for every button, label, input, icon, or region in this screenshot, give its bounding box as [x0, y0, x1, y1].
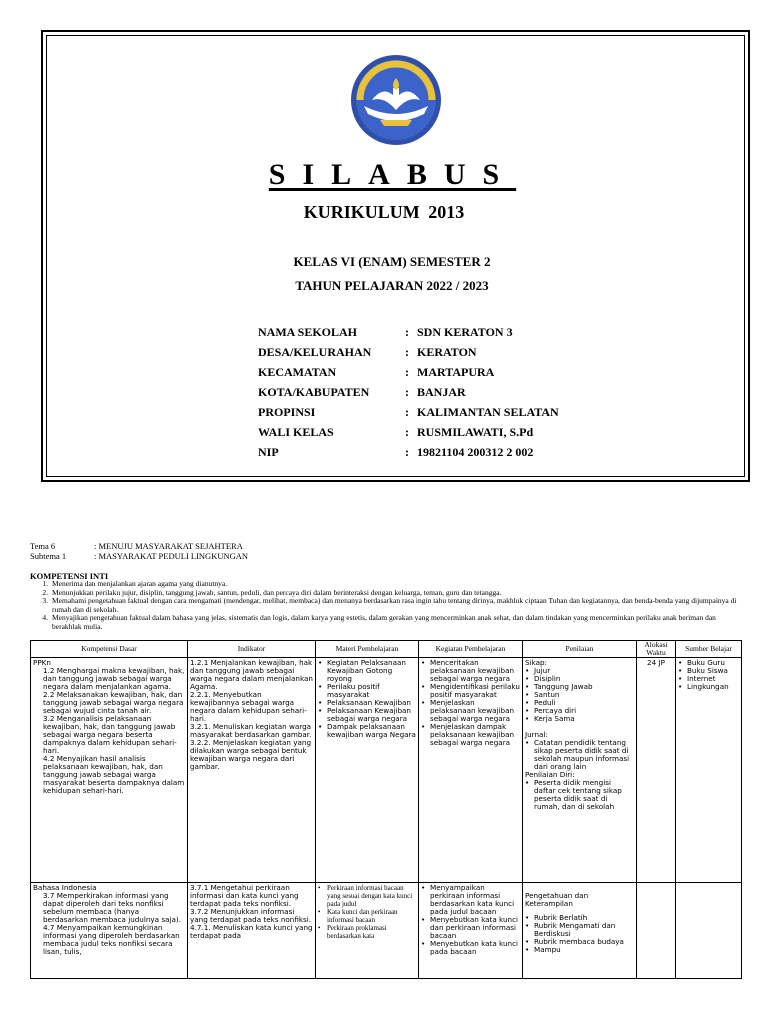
bullet-icon: •: [525, 945, 530, 954]
penilaian-cell: [523, 883, 637, 979]
kegiatan-text: Menjelaskan pelaksanaan kewajiban sebagai warga negara: [430, 698, 515, 723]
kegiatan-item: [421, 723, 520, 747]
materi-item: [318, 884, 416, 908]
alokasi-cell: [637, 883, 676, 979]
kd-item: 4.7 Menyampaikan kemungkinan informasi yang diperoleh berdasarkan membaca judul teks nonfiksi secara lisan, tulis,: [43, 923, 180, 956]
ki-number: 3.: [42, 596, 48, 605]
info-row-province: [258, 405, 559, 425]
sikap-item: [525, 715, 634, 723]
col-header: Kegiatan Pembelajaran: [419, 641, 523, 658]
penilaian-diri-item: [525, 779, 634, 811]
bullet-icon: •: [318, 698, 323, 707]
kd-item: 1.2 Menghargai makna kewajiban, hak, dan tanggung jawab sebagai warga negara dalam menjalankan agama.: [43, 666, 185, 691]
bullet-icon: •: [678, 674, 683, 683]
materi-text: Kata kunci dan perkiraan informasi bacaan: [327, 908, 398, 924]
info-row-nip: [258, 445, 559, 465]
materi-text: Perilaku positif masyarakat: [327, 682, 380, 699]
materi-cell: [316, 883, 419, 979]
info-colon: :: [405, 365, 409, 379]
col-header: Materi Pembelajaran: [316, 641, 419, 658]
indikator-item: 3.2.2. Menjelaskan kegiatan yang dilakukan warga sebagai bentuk kewajiban warga negara dari gambar.: [190, 738, 312, 771]
sumber-item: [678, 683, 739, 691]
kegiatan-text: Menyebutkan kata kunci dan perkiraan informasi bacaan: [430, 915, 519, 940]
subtema-label: Subtema 1: [30, 551, 67, 561]
materi-cell: [316, 658, 419, 883]
info-colon: :: [405, 425, 409, 439]
info-label: DESA/KELURAHAN: [258, 345, 372, 359]
kegiatan-text: Mengidentifikasi perilaku positif masyarakat: [430, 682, 520, 699]
bullet-icon: •: [678, 682, 683, 691]
ki-text: Menunjukkan perilaku jujur, disiplin, tanggung jawab, santun, peduli, dan percaya diri dalam berinteraksi dengan keluarga, teman, guru dan tetangga.: [52, 587, 502, 597]
alokasi-value: 24 JP: [647, 658, 665, 667]
materi-text: Pelaksanaan Kewajiban sebagai warga negara: [327, 706, 411, 723]
indikator-item: 1.2.1 Menjalankan kewajiban, hak dan tanggung jawab sebagai warga negara dalam menjalankan Agama.: [190, 658, 313, 691]
sumber-cell: [676, 658, 742, 883]
rubrik-text: Rubrik membaca budaya: [534, 937, 624, 946]
indikator-cell: [188, 883, 316, 979]
rubrik-item: [525, 922, 634, 938]
sumber-text: Buku Guru: [687, 658, 725, 667]
materi-item: [318, 683, 416, 699]
col-header: Penilaian: [523, 641, 637, 658]
sikap-text: Percaya diri: [534, 706, 577, 715]
kd-cell: [31, 658, 188, 883]
info-value: SDN KERATON 3: [417, 325, 513, 339]
penilaian-diri-label: Penilaian Diri:: [525, 770, 575, 779]
rubrik-text: Mampu: [534, 945, 561, 954]
info-colon: :: [405, 345, 409, 359]
ki-text: Menerima dan menjalankan ajaran agama yang dianutnya.: [52, 579, 228, 588]
kegiatan-item: [421, 884, 520, 916]
info-label: WALI KELAS: [258, 425, 334, 439]
kegiatan-item: [421, 916, 520, 940]
kegiatan-cell: [419, 658, 523, 883]
kd-item: 2.2 Melaksanakan kewajiban, hak, dan tanggung jawab sebagai warga negara sebagai wujud cinta tanah air.: [43, 690, 184, 715]
info-row-homeroom: [258, 425, 559, 445]
academic-year-line: TAHUN PELAJARAN 2022 / 2023: [295, 278, 489, 293]
bullet-icon: •: [318, 706, 323, 715]
subject-name: PPKn: [33, 658, 51, 667]
info-value: RUSMILAWATI, S.Pd: [417, 425, 534, 439]
bullet-icon: •: [421, 939, 426, 948]
col-header: Kompetensi Dasar: [31, 641, 188, 658]
col-header: Indikator: [188, 641, 316, 658]
indikator-item: 3.7.2 Menunjukkan informasi yang terdapat pada teks nonfiksi.: [190, 907, 312, 924]
sikap-label: Sikap:: [525, 658, 547, 667]
kegiatan-text: Menceritakan pelaksanaan kewajiban sebagai warga negara: [430, 658, 515, 683]
ki-item: [40, 597, 740, 614]
indikator-cell: [188, 658, 316, 883]
rubrik-text: Rubrik Berlatih: [534, 913, 588, 922]
ki-number: 1.: [42, 579, 48, 588]
curriculum-subtitle: KURIKULUM 2013: [303, 202, 465, 222]
info-label: KOTA/KABUPATEN: [258, 385, 370, 399]
sikap-text: Kerja Sama: [534, 714, 575, 723]
sikap-text: Jujur: [534, 666, 551, 675]
bullet-icon: •: [318, 884, 321, 892]
kegiatan-text: Menyampaikan perkiraan informasi berdasarkan kata kunci pada judul bacaan: [430, 883, 515, 916]
info-row-district: [258, 365, 559, 385]
materi-item: [318, 723, 416, 739]
info-value: 19821104 200312 2 002: [417, 445, 534, 459]
materi-text: Dampak pelaksanaan kewajiban warga Negara: [327, 722, 416, 739]
info-value: KERATON: [417, 345, 477, 359]
info-row-regency: [258, 385, 559, 405]
table-row: [31, 883, 742, 979]
jurnal-label: Jurnal:: [525, 730, 548, 739]
kegiatan-text: Menyebutkan kata kunci pada bacaan: [430, 939, 519, 956]
pengetahuan-label: Pengetahuan dan Keterampilan: [525, 891, 589, 908]
materi-item: [318, 659, 416, 683]
rubrik-text: Rubrik Mengamati dan Berdiskusi: [534, 921, 616, 938]
col-header: Alokasi Waktu: [637, 641, 676, 658]
info-colon: :: [405, 385, 409, 399]
info-value: KALIMANTAN SELATAN: [417, 405, 559, 419]
indikator-item: 2.2.1. Menyebutkan kewajibannya sebagai warga negara dalam kehidupan sehari-hari.: [190, 690, 307, 723]
ki-number: 4.: [42, 613, 48, 622]
indikator-item: 3.7.1 Mengetahui perkiraan informasi dan kata kunci yang terdapat pada teks nonfiksi.: [190, 883, 299, 908]
kegiatan-text: Menjelaskan dampak pelaksanaan kewajiban sebagai warga negara: [430, 722, 515, 747]
kegiatan-item: [421, 683, 520, 699]
bullet-icon: •: [525, 714, 530, 723]
bullet-icon: •: [318, 682, 323, 691]
bullet-icon: •: [525, 921, 530, 930]
materi-text: Perkiraan informasi bacaan yang sesuai dengan kata kunci pada judul: [327, 884, 413, 908]
indikator-item: 4.7.1. Menuliskan kata kunci yang terdapat pada: [190, 923, 313, 940]
ki-text: Memahami pengetahuan faktual dengan cara mengamati (mendengar, melihat, membaca) dan menanya berdasarkan rasa ingin tahu tentang dirinya, makhluk ciptaan Tuhan dan kegiatannya, dan benda-benda yang dijumpainya di rumah dan di sekolah.: [52, 596, 737, 614]
sumber-cell: [676, 883, 742, 979]
bullet-icon: •: [525, 690, 530, 699]
sikap-text: Santun: [534, 690, 560, 699]
bullet-icon: •: [678, 666, 683, 675]
tema-value: : MENUJU MASYARAKAT SEJAHTERA: [94, 541, 243, 551]
tut-wuri-logo-icon: [350, 54, 442, 146]
penilaian-diri-text: Peserta didik mengisi daftar cek tentang sikap peserta didik saat di rumah, dan di sekolah: [534, 778, 622, 811]
bullet-icon: •: [525, 698, 530, 707]
subject-name: Bahasa Indonesia: [33, 883, 97, 892]
info-row-school: [258, 325, 559, 345]
bullet-icon: •: [525, 666, 530, 675]
kd-item: 3.7 Memperkirakan informasi yang dapat diperoleh dari teks nonfiksi sebelum membaca (hanya berdasarkan membaca judulnya saja).: [43, 891, 182, 924]
info-value: MARTAPURA: [417, 365, 495, 379]
bullet-icon: •: [421, 698, 426, 707]
bullet-icon: •: [525, 778, 530, 787]
info-label: PROPINSI: [258, 405, 316, 419]
sumber-text: Lingkungan: [687, 682, 729, 691]
class-semester-line: KELAS VI (ENAM) SEMESTER 2: [293, 254, 491, 269]
bullet-icon: •: [421, 883, 426, 892]
subtema-line: [30, 551, 248, 562]
bullet-icon: •: [318, 924, 321, 932]
kegiatan-item: [421, 699, 520, 723]
kegiatan-item: [421, 659, 520, 683]
materi-item: [318, 908, 416, 924]
materi-item: [318, 924, 416, 940]
info-value: BANJAR: [417, 385, 466, 399]
bullet-icon: •: [421, 682, 426, 691]
table-row: [31, 658, 742, 883]
bullet-icon: •: [318, 908, 321, 916]
bullet-icon: •: [525, 913, 530, 922]
table-header-row: [31, 641, 742, 658]
tema-label: Tema 6: [30, 541, 56, 551]
col-header: Sumber Belajar: [676, 641, 742, 658]
bullet-icon: •: [421, 722, 426, 731]
sumber-text: Buku Siswa: [687, 666, 728, 675]
bullet-icon: •: [678, 658, 683, 667]
bullet-icon: •: [421, 658, 426, 667]
info-label: NAMA SEKOLAH: [258, 325, 358, 339]
alokasi-cell: [637, 658, 676, 883]
bullet-icon: •: [525, 706, 530, 715]
sikap-text: Peduli: [534, 698, 556, 707]
sikap-text: Disiplin: [534, 674, 561, 683]
info-colon: :: [405, 405, 409, 419]
ki-list: [40, 580, 740, 631]
penilaian-cell: [523, 658, 637, 883]
ki-item: [40, 614, 740, 631]
kegiatan-cell: [419, 883, 523, 979]
syllabus-table: [30, 640, 742, 979]
bullet-icon: •: [525, 682, 530, 691]
bullet-icon: •: [421, 915, 426, 924]
materi-text: Perkiraan proklamasi berdasarkan kata: [327, 924, 387, 940]
bullet-icon: •: [525, 937, 530, 946]
indikator-item: 3.2.1. Menuliskan kegiatan warga masyarakat berdasarkan gambar.: [190, 722, 312, 739]
info-colon: :: [405, 445, 409, 459]
kegiatan-item: [421, 940, 520, 956]
kd-item: 4.2 Menyajikan hasil analisis pelaksanaan kewajiban, hak, dan tanggung jawab sebagai warga masyarakat beserta dampaknya dalam kehidupan sehari-hari.: [43, 754, 185, 795]
jurnal-text: Catatan pendidik tentang sikap peserta didik saat di sekolah maupun informasi dari orang lain: [534, 738, 630, 771]
materi-text: Pelaksanaan Kewajiban: [327, 698, 411, 707]
bullet-icon: •: [525, 674, 530, 683]
ki-text: Menyajikan pengetahuan faktual dalam bahasa yang jelas, sistematis dan logis, dalam karya yang estetis, dalam gerakan yang mencerminkan anak sehat, dan dalam tindakan yang mencerminkan perilaku anak beriman dan berakhlak mulia.: [52, 613, 716, 631]
sumber-text: Internet: [687, 674, 716, 683]
document-title: SILABUS: [268, 158, 517, 191]
info-colon: :: [405, 325, 409, 339]
info-row-village: [258, 345, 559, 365]
rubrik-item: [525, 946, 634, 954]
materi-text: Kegiatan Pelaksanaan Kewajiban Gotong royong: [327, 658, 406, 683]
bullet-icon: •: [318, 658, 323, 667]
materi-item: [318, 707, 416, 723]
bullet-icon: •: [525, 738, 530, 747]
ki-heading: KOMPETENSI INTI: [30, 571, 109, 581]
kd-cell: [31, 883, 188, 979]
ki-number: 2.: [42, 587, 48, 597]
sikap-text: Tanggung Jawab: [534, 682, 593, 691]
info-label: NIP: [258, 445, 279, 459]
jurnal-item: [525, 739, 634, 771]
tut-wuri-handayani-logo: [350, 54, 442, 146]
info-label: KECAMATAN: [258, 365, 337, 379]
kd-item: 3.2 Menganalisis pelaksanaan kewajiban, hak, dan tanggung jawab sebagai warga negara beserta dampaknya dalam kehidupan sehari-hari.: [43, 714, 177, 755]
subtema-value: : MASYARAKAT PEDULI LINGKUNGAN: [94, 551, 249, 561]
school-info-list: [258, 325, 559, 465]
bullet-icon: •: [318, 722, 323, 731]
